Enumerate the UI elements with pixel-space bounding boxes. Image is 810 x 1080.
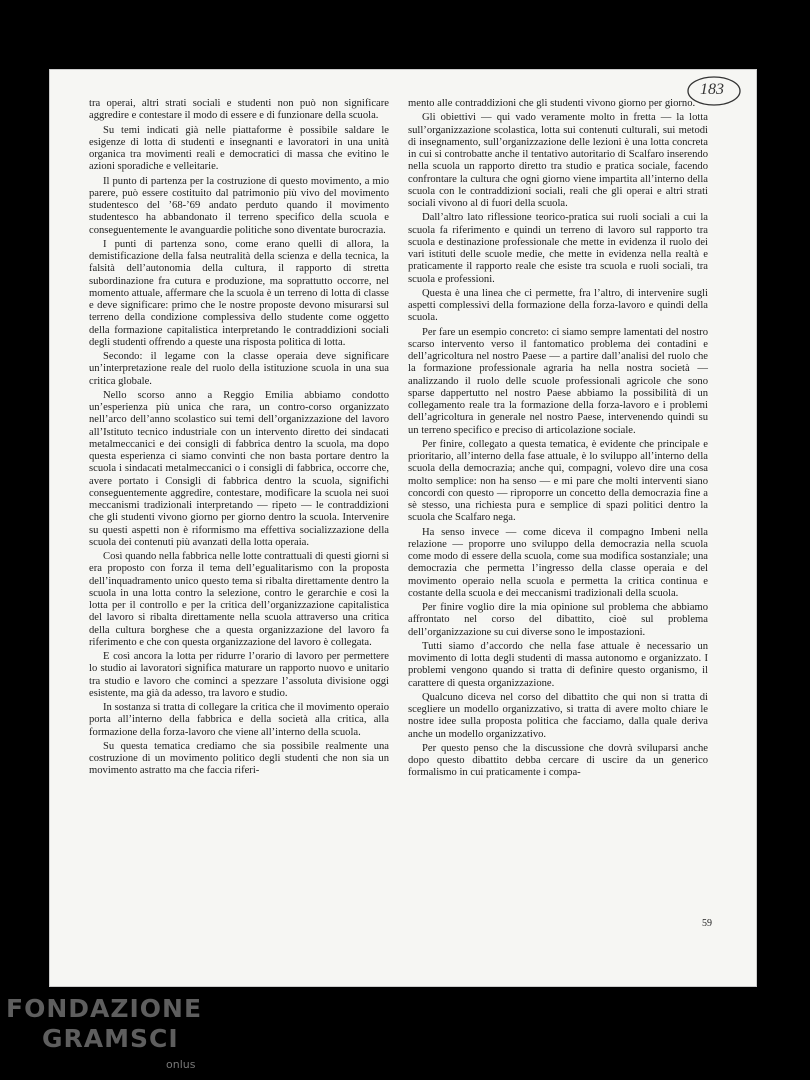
paragraph: Su temi indicati già nelle piattaforme è possibile saldare le esigenze di lotta di studenti e insegnanti e lavoratori in una unità organica tra movimenti reali e democratici di massa che evitino le azioni sporadiche e velleitarie. <box>89 124 389 173</box>
left-text-column <box>89 98 389 780</box>
right-text-column <box>408 98 708 782</box>
paragraph: mento alle contraddizioni che gli studenti vivono giorno per giorno. <box>408 98 696 109</box>
paragraph: I punti di partenza sono, come erano quelli di allora, la demistificazione della falsa neutralità della scienza e della tecnica, la falsità dell’autonomia della cultura, il rapporto di stretta subordinazione fra cutura e produzione, ma soprattutto occorre, nel momento attuale, affermare che la scuola è un terreno di lotta di classe e deve significare: primo che le nostre proposte devono misurarsi sul terreno della condizione complessiva dello studente come oggetto della formazione capitalistica interpretando le contraddizioni sociali degli studenti offrendo a queste una risposta politica di lotta. <box>89 238 389 348</box>
paragraph: Nello scorso anno a Reggio Emilia abbiamo condotto un’esperienza più unica che rara, un contro-corso organizzato nell’arco dell’anno scolastico sui temi dell’organizzazione del lavoro all’Istituto tecnico industriale con un intervento diretto dei sindacati metalmeccanici e dei consigli di fabbrica dentro la scuola, ma dopo questa esperienza ci siamo convinti che non basta portare dentro la scuola i sindacati metalmeccanici o i consigli di fabbrica, occorre che, avere portato i Consigli di fabbrica dentro la scuola, significhi conseguentemente aggredire, contestare, modificare la scuola nei suoi meccanismi tradizionali interpretando — ripeto — le contraddizioni che gli studenti vivono giorno per giorno dentro la scuola. Intervenire su questi aspetti non è riformismo ma effettiva socializzazione della scuola dei contenuti più avanzati della lotta operaia. <box>89 389 389 548</box>
logo-line-1: FONDAZIONE <box>6 994 203 1023</box>
paragraph: Per finire, collegato a questa tematica, è evidente che principale e prioritario, all’interno della fase attuale, è lo sviluppo all’interno della scuola della democrazia; anche qui, compagni, volevo dire una cosa molto semplice: non ha senso — e mi pare che molti interventi siano concordi con questo — riproporre un concetto della democrazia fine a sè stesso, una richiesta pura e semplice di spazi politici dentro la scuola che Scalfaro nega. <box>408 438 708 524</box>
paragraph: Su questa tematica crediamo che sia possibile realmente una costruzione di un movimento politico degli studenti che non sia un movimento astratto ma che faccia riferi- <box>89 740 389 777</box>
paragraph: Per fare un esempio concreto: ci siamo sempre lamentati del nostro scarso intervento verso il fantomatico problema dei contadini e dell’agricoltura nel nostro Paese — a partire dall’analisi del ruolo che la formazione professionale agraria ha nella nostra società — analizzando il ruolo delle scuole professionali agricole che sono sparse dappertutto nel nostro Paese abbiamo la possibilità di un collegamento reale tra la formazione della forza-lavoro e i problemi dell’agricoltura in generale nel nostro Paese, intervenendo quindi su un terreno specifico e preciso di articolazione sociale. <box>408 326 708 436</box>
paragraph: tra operai, altri strati sociali e studenti non può non significare aggredire e contestare il modo di essere e di funzionare della scuola. <box>89 98 389 122</box>
document-page <box>50 70 756 986</box>
logo-suffix: onlus <box>166 1058 196 1071</box>
paragraph: Gli obiettivi — qui vado veramente molto in fretta — la lotta sull’organizzazione scolastica, lotta sui contenuti culturali, sui metodi di insegnamento, sull’organizzazione delle lezioni è una lotta concreta in cui si controbatte anche il tentativo autoritario di Scalfaro inserendo nella scuola un rapporto diretto tra studio e pratica sociale, facendo confrontare la cultura che ogni giorno viene impartita all’interno della scuola con le contraddizioni sociali, reali che gli operai e altri strati sociali vivono al di fuori della scuola. <box>408 112 708 209</box>
paragraph: Per finire voglio dire la mia opinione sul problema che abbiamo affrontato nel corso del dibattito, cioè sul problema dell’organizzazione su cui diverse sono le impostazioni. <box>408 602 708 638</box>
paragraph: Dall’altro lato riflessione teorico-pratica sui ruoli sociali a cui la scuola fa riferimento e quindi un terreno di lavoro sul rapporto tra scuola e destinazione professionale che mette in evidenza il ruolo dei vari istituti delle scuole medie, che mette in evidenza nella realtà e praticamente il rapporto reale che esiste tra scuola e ruoli sociali, tra scuola e professioni. <box>408 212 708 285</box>
paragraph: Il punto di partenza per la costruzione di questo movimento, a mio parere, può essere costituito dal patrimonio più vivo del movimento studentesco del ’68-’69 andato perduto quando il movimento studentesco ha abbandonato il terreno specifico della scuola e conseguentemente le avanguardie politiche sono diventate burocrazia. <box>89 175 389 236</box>
paragraph: Secondo: il legame con la classe operaia deve significare un’interpretazione reale del ruolo della istituzione scuola in una sua critica globale. <box>89 351 389 387</box>
paragraph: Tutti siamo d’accordo che nella fase attuale è necessario un movimento di lotta degli studenti di massa autonomo e organizzato. I problemi vengono quando si tratta di definire questo organismo, il carattere di questa organizzazione. <box>408 640 708 689</box>
logo-line-2: GRAMSCI <box>42 1024 179 1053</box>
paragraph: Per questo penso che la discussione che dovrà sviluparsi anche dopo questo dibattito debba cercare di uscire da un generico formalismo in cui praticamente i compa- <box>408 742 708 779</box>
page-number: 59 <box>702 918 712 929</box>
fondazione-gramsci-logo <box>6 994 203 1071</box>
annotation-number: 183 <box>700 81 724 98</box>
paragraph: E così ancora la lotta per ridurre l’orario di lavoro per permettere lo studio ai lavoratori significa maturare un rapporto nuovo e unitario tra studio e lavoro che cominci a spezzare l’assoluta divisione oggi esistente, ma già da adesso, tra lavoro e studio. <box>89 651 389 699</box>
paragraph: Questa è una linea che ci permette, fra l’altro, di intervenire sugli aspetti complessivi della formazione della forza-lavoro e quindi della scuola. <box>408 287 708 324</box>
paragraph: Qualcuno diceva nel corso del dibattito che qui non si tratta di scegliere un modello organizzativo, si tratta di avere molto chiare le nostre idee sulla proposta politica che facciamo, dalla quale deriva anche un modello organizzativo. <box>408 691 708 740</box>
paragraph: Così quando nella fabbrica nelle lotte contrattuali di questi giorni si era proposto con forza il tema dell’egualitarismo con la proposta dell’inquadramento unico questo tema si ribalta direttamente dentro la scuola in una lotta contro la selezione, contro le gerarchie e così la lotta per il controllo e per la critica dell’organizzazione capitalistica del lavoro si ribalta direttamente nella scuola attraverso una critica della cultura borghese che a questa organizzazione del lavoro fa riferimento e che con questa organizzazione del lavoro è collegata. <box>89 551 389 648</box>
paragraph: Ha senso invece — come diceva il compagno Imbeni nella relazione — proporre uno sviluppo della democrazia nella scuola come modo di essere della scuola, come sua modifica sostanziale; una democrazia che permetta l’ingresso della classe operaia e del movimento operaio nella scuola e permetta la critica continua e costante della scuola e dei meccanismi tradizionali della scuola. <box>408 526 708 599</box>
paragraph: In sostanza si tratta di collegare la critica che il movimento operaio porta all’interno della fabbrica e della società alla critica, alla formazione della forza-lavoro che viene all’interno della scuola. <box>89 702 389 738</box>
